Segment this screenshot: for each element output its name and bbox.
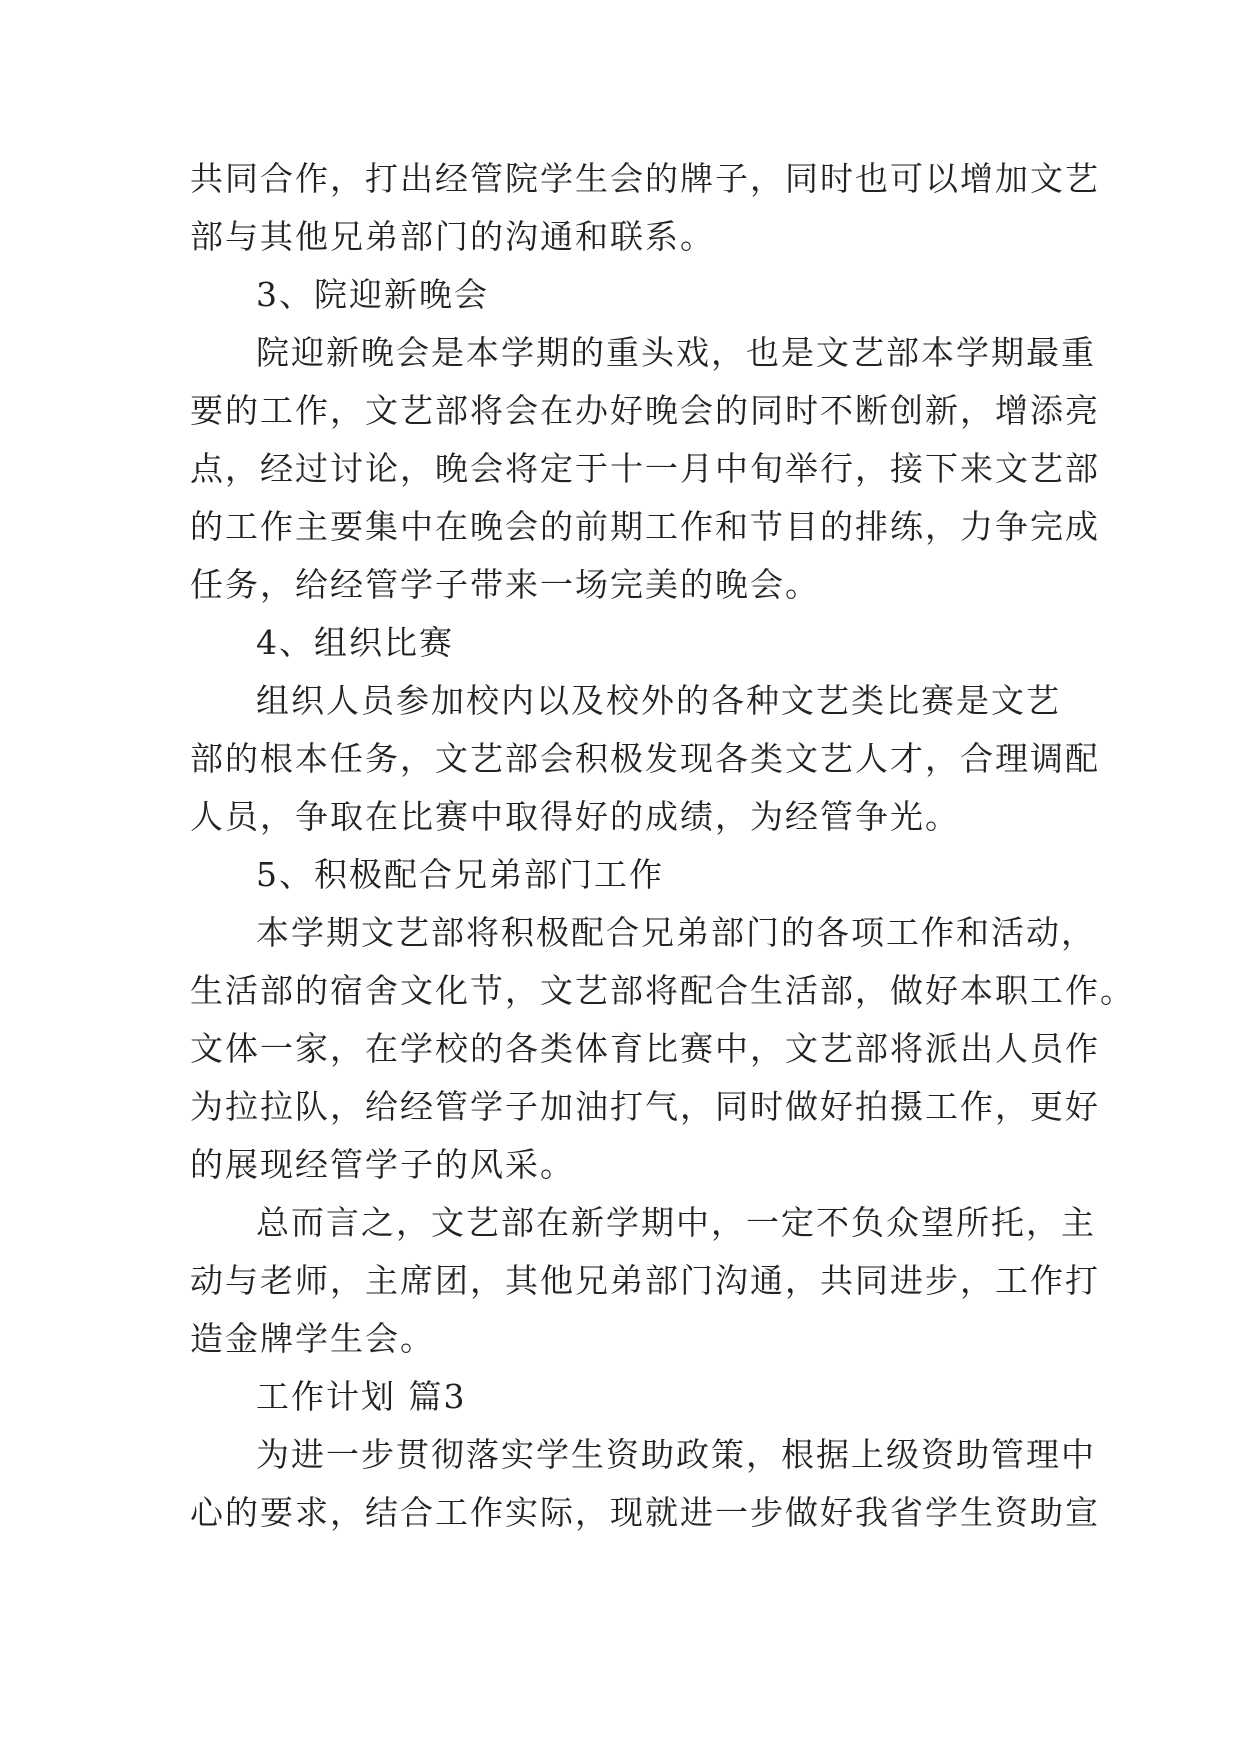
text-line: 为进一步贯彻落实学生资助政策，根据上级资助管理中 xyxy=(256,1435,1096,1474)
text-line: 4、组织比赛 xyxy=(256,623,454,662)
text-line: 人员，争取在比赛中取得好的成绩，为经管争光。 xyxy=(190,797,960,836)
text-line: 心的要求，结合工作实际，现就进一步做好我省学生资助宣 xyxy=(190,1493,1100,1532)
text-line: 点，经过讨论，晚会将定于十一月中旬举行，接下来文艺部 xyxy=(190,449,1100,488)
text-line: 动与老师，主席团，其他兄弟部门沟通，共同进步，工作打 xyxy=(190,1261,1100,1300)
text-line: 造金牌学生会。 xyxy=(190,1319,435,1358)
text-line: 的展现经管学子的风采。 xyxy=(190,1145,575,1184)
text-line: 文体一家，在学校的各类体育比赛中，文艺部将派出人员作 xyxy=(190,1029,1100,1068)
text-line: 院迎新晚会是本学期的重头戏，也是文艺部本学期最重 xyxy=(256,333,1096,372)
text-line: 部的根本任务，文艺部会积极发现各类文艺人才，合理调配 xyxy=(190,739,1100,778)
text-line: 共同合作，打出经管院学生会的牌子，同时也可以增加文艺 xyxy=(190,159,1100,198)
text-line: 的工作主要集中在晚会的前期工作和节目的排练，力争完成 xyxy=(190,507,1100,546)
text-line: 组织人员参加校内以及校外的各种文艺类比赛是文艺 xyxy=(256,681,1061,720)
text-line: 3、院迎新晚会 xyxy=(256,275,489,314)
text-line: 任务，给经管学子带来一场完美的晚会。 xyxy=(190,565,820,604)
text-line: 5、积极配合兄弟部门工作 xyxy=(256,855,664,894)
document-body xyxy=(190,150,1135,1542)
text-line: 为拉拉队，给经管学子加油打气，同时做好拍摄工作，更好 xyxy=(190,1087,1100,1126)
text-line: 工作计划 篇3 xyxy=(256,1377,467,1416)
text-line: 生活部的宿舍文化节，文艺部将配合生活部，做好本职工作。 xyxy=(190,971,1135,1010)
text-line: 本学期文艺部将积极配合兄弟部门的各项工作和活动， xyxy=(256,913,1096,952)
text-line: 部与其他兄弟部门的沟通和联系。 xyxy=(190,217,715,256)
text-line: 要的工作，文艺部将会在办好晚会的同时不断创新，增添亮 xyxy=(190,391,1100,430)
text-line: 总而言之，文艺部在新学期中，一定不负众望所托，主 xyxy=(256,1203,1096,1242)
